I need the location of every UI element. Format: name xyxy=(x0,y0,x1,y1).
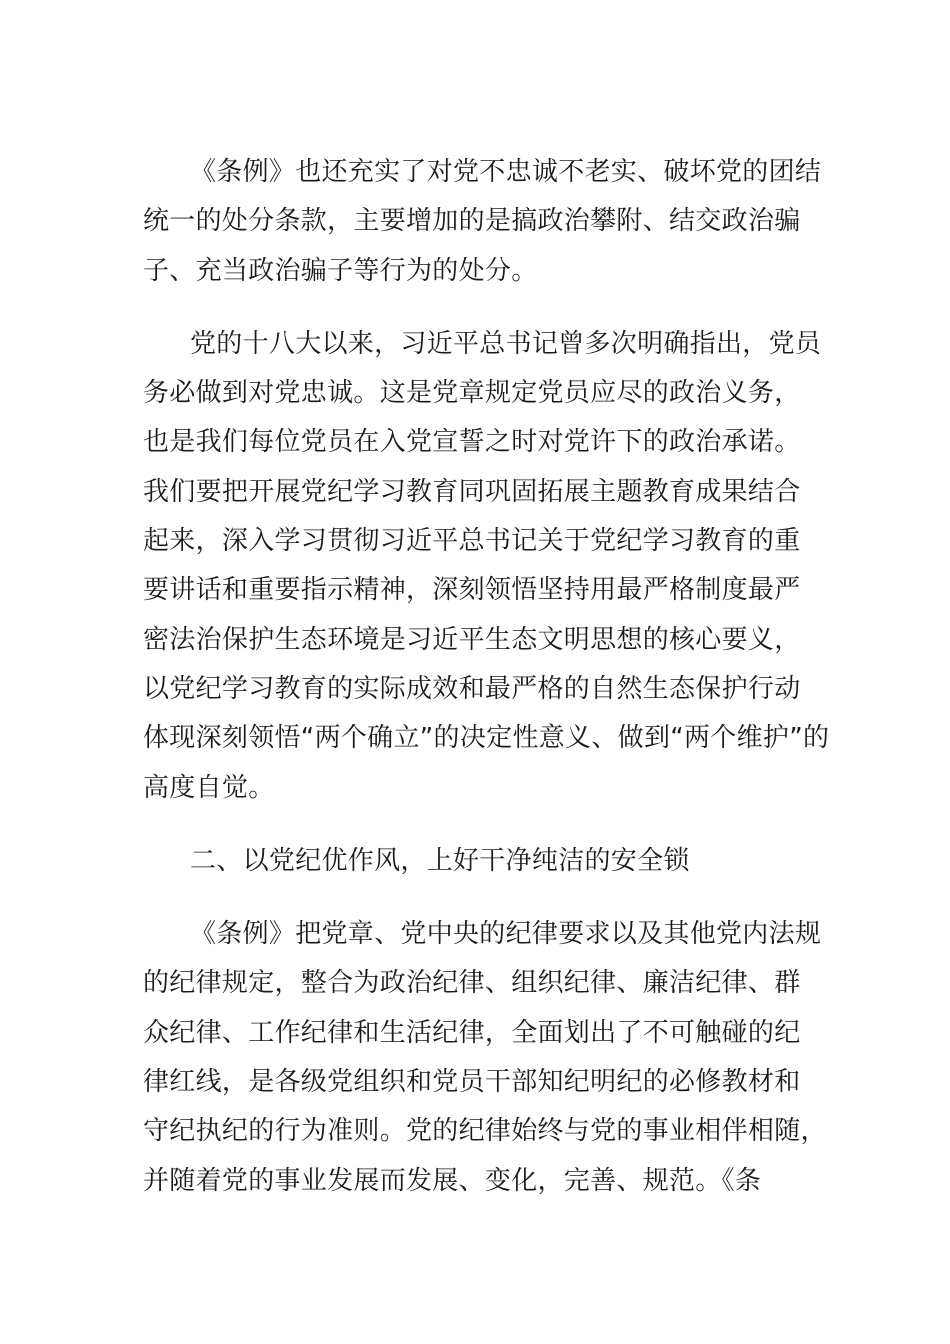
text-line: 以党纪学习教育的实际成效和最严格的自然生态保护行动 xyxy=(143,673,801,704)
text-line: 务必做到对党忠诚。这是党章规定党员应尽的政治义务， xyxy=(143,378,801,409)
text-line: 律红线，是各级党组织和党员干部知纪明纪的必修教材和 xyxy=(143,1067,801,1098)
text-line: 《条例》也还充实了对党不忠诚不老实、破坏党的团结 xyxy=(190,157,822,187)
document-body xyxy=(143,148,830,1230)
paragraph-3 xyxy=(143,910,827,1206)
heading-line: 二、以党纪优作风，上好干净纯洁的安全锁 xyxy=(190,845,690,876)
text-line: 守纪执纪的行为准则。党的纪律始终与党的事业相伴相随， xyxy=(143,1116,827,1147)
text-line: 高度自觉。 xyxy=(143,772,275,803)
text-line: 的纪律规定，整合为政治纪律、组织纪律、廉洁纪律、群 xyxy=(143,968,801,999)
text-line: 密法治保护生态环境是习近平生态文明思想的核心要义， xyxy=(143,624,801,655)
text-line: 众纪律、工作纪律和生活纪律，全面划出了不可触碰的纪 xyxy=(143,1017,801,1048)
paragraph-2 xyxy=(143,320,830,813)
text-line: 体现深刻领悟“两个确立”的决定性意义、做到“两个维护”的 xyxy=(143,723,830,754)
text-line: 子、充当政治骗子等行为的处分。 xyxy=(143,255,538,286)
text-line: 也是我们每位党员在入党宣誓之时对党许下的政治承诺。 xyxy=(143,427,801,458)
section-heading xyxy=(143,837,808,886)
text-line: 统一的处分条款，主要增加的是搞政治攀附、结交政治骗 xyxy=(143,206,801,237)
text-line: 我们要把开展党纪学习教育同巩固拓展主题教育成果结合 xyxy=(143,476,801,507)
text-line: 并随着党的事业发展而发展、变化，完善、规范。《条 xyxy=(143,1165,762,1196)
text-line: 要讲话和重要指示精神，深刻领悟坚持用最严格制度最严 xyxy=(143,575,801,606)
text-line: 起来，深入学习贯彻习近平总书记关于党纪学习教育的重 xyxy=(143,526,801,557)
paragraph-1 xyxy=(143,148,822,296)
text-line: 党的十八大以来，习近平总书记曾多次明确指出，党员 xyxy=(190,328,822,359)
text-line: 《条例》把党章、党中央的纪律要求以及其他党内法规 xyxy=(190,919,822,950)
